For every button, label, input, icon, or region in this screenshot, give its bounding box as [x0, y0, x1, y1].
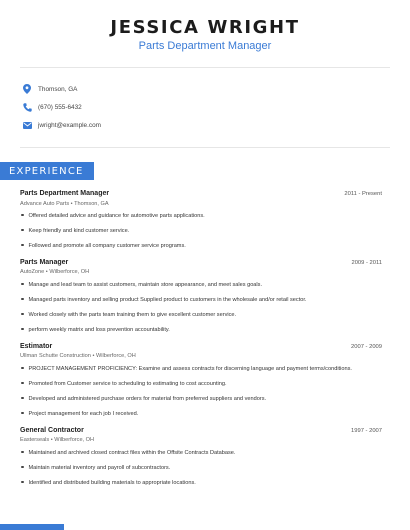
job-bullet: Manage and lead team to assist customers, maintain store appearance, and meet sales goals.: [20, 282, 396, 288]
resume-job-title: Parts Department Manager: [138, 40, 272, 52]
job-bullet: Promoted from Customer service to scheduling to estimating to cost accounting.: [20, 381, 396, 387]
header-divider: [20, 67, 390, 68]
job-title: General Contractor: [20, 427, 84, 434]
job-bullet: Keep friendly and kind customer service.: [20, 228, 396, 234]
job-dates: 2011 - Present: [344, 191, 382, 197]
job-dates: 2007 - 2009: [351, 344, 382, 350]
job-company: Ullman Schutte Construction • Wilberforce, OH: [20, 353, 136, 359]
next-section-header-bar: [0, 524, 64, 530]
job-company: Advance Auto Parts • Thomson, GA: [20, 201, 109, 207]
job-bullet: Identified and distributed building materials to appropriate locations.: [20, 480, 396, 486]
job-title: Parts Manager: [20, 259, 69, 266]
contact-email-text[interactable]: jwright@example.com: [38, 121, 101, 129]
job-dates: 1997 - 2007: [351, 428, 382, 434]
job-bullet: Maintained and archived closed contract files within the Offsite Contracts Database.: [20, 450, 396, 456]
job-bullet: Managed parts inventory and selling product Supplied product to customers in the wholesale and/or retail sector.: [20, 297, 396, 303]
contact-email[interactable]: [22, 118, 101, 132]
contact-location: [22, 82, 77, 96]
resume-name: JESSICA WRIGHT: [110, 17, 300, 38]
job-bullet: Developed and administered purchase orders for material from preferred suppliers and vendors.: [20, 396, 396, 402]
contact-divider: [20, 147, 390, 148]
email-icon: [22, 119, 32, 131]
job-bullet: PROJECT MANAGEMENT PROFICIENCY: Examine and assess contracts for discerning language and payment terms/conditions.: [20, 366, 396, 372]
contact-phone: [22, 100, 82, 114]
job-bullet: Offered detailed advice and guidance for automotive parts applications.: [20, 213, 396, 219]
job-dates: 2009 - 2011: [351, 260, 382, 266]
job-bullet: perform weekly matrix and loss prevention accountability.: [20, 327, 396, 333]
phone-icon: [22, 101, 32, 113]
job-title: Estimator: [20, 343, 53, 350]
job-bullet: Followed and promote all company customer service programs.: [20, 243, 396, 249]
contact-phone-text: (670) 555-6432: [38, 103, 82, 111]
job-title: Parts Department Manager: [20, 190, 110, 197]
job-company: Easterseals • Wilberforce, OH: [20, 437, 95, 443]
experience-section-header: EXPERIENCE: [0, 162, 94, 180]
job-company: AutoZone • Wilberforce, OH: [20, 269, 90, 275]
location-pin-icon: [22, 83, 32, 95]
job-bullet: Project management for each job I received.: [20, 411, 396, 417]
contact-location-text: Thomson, GA: [38, 85, 78, 93]
job-bullet: Worked closely with the parts team training them to give excellent customer service.: [20, 312, 396, 318]
job-bullet: Maintain material inventory and payroll of subcontractors.: [20, 465, 396, 471]
